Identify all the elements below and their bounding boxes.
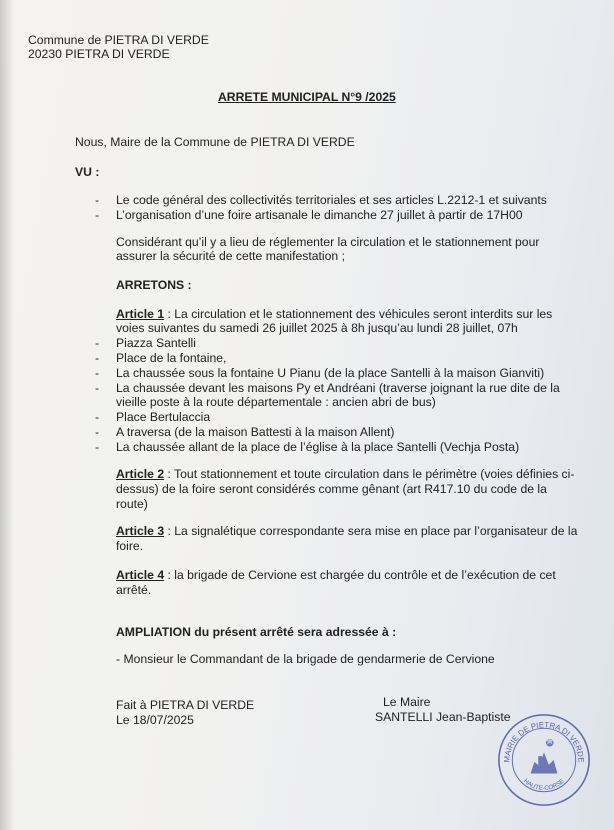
vu-label: VU : — [75, 165, 100, 179]
commune-address: 20230 PIETRA DI VERDE — [28, 47, 170, 61]
considerant-line: assurer la sécurité de cette manifestation ; — [116, 249, 345, 263]
article-4-text: : la brigade de Cervione est chargée du contrôle et de l’exécution de cet — [164, 568, 556, 582]
article-1-label: Article 1 — [116, 307, 165, 321]
article-1-line — [116, 307, 552, 321]
vu-item: Le code général des collectivités territoriales et ses articles L.2212-1 et suivants — [116, 193, 547, 207]
bullet-dash: - — [95, 193, 100, 207]
bullet-dash: - — [95, 366, 100, 380]
bullet-dash: - — [95, 381, 100, 395]
article-1-line: voies suivantes du samedi 26 juillet 2025 à 8h jusqu’au lundi 28 juillet, 07h — [116, 321, 518, 335]
bullet-dash: - — [95, 351, 100, 365]
article-4-line: arrêté. — [116, 583, 152, 597]
street-item: Piazza Santelli — [116, 336, 196, 350]
mairie-seal-stamp — [496, 712, 592, 808]
document-title: ARRETE MUNICIPAL N°9 /2025 — [218, 90, 396, 104]
article-2-line: route) — [116, 497, 148, 511]
stamp-top-text: MAIRIE DE PIETRA DI VERDE — [502, 720, 586, 763]
bullet-dash: - — [95, 208, 100, 222]
article-2-line: dessus) de la foire seront considérés comme gênant (art R417.10 du code de la — [116, 482, 547, 496]
street-item: La chaussée devant les maisons Py et Andréani (traverse joignant la rue dite de la — [116, 381, 560, 395]
article-1-text: : La circulation et le stationnement des véhicules seront interdits sur les — [164, 307, 553, 321]
considerant-line: Considérant qu’il y a lieu de réglementer la circulation et le stationnement pour — [116, 235, 540, 249]
article-3-text: : La signalétique correspondante sera mise en place par l’organisateur de la — [164, 524, 578, 538]
ampliation-recipient: - Monsieur le Commandant de la brigade de gendarmerie de Cervione — [116, 652, 495, 666]
bullet-dash: - — [95, 336, 100, 350]
signature-place: Fait à PIETRA DI VERDE — [116, 698, 255, 712]
article-4-label: Article 4 — [116, 568, 165, 582]
street-item: La chaussée sous la fontaine U Pianu (de la place Santelli à la maison Gianviti) — [116, 366, 545, 380]
signature-role: Le Maire — [383, 695, 431, 709]
bullet-dash: - — [95, 410, 100, 424]
article-2-text: : Tout stationnement et toute circulation dans le périmètre (voies définies ci- — [164, 467, 575, 481]
article-4-line — [116, 568, 556, 582]
stamp-bottom-text: HAUTE-CORSE — [522, 777, 566, 793]
stamp-emblem — [531, 737, 558, 773]
article-3-label: Article 3 — [116, 524, 165, 538]
arretons-heading: ARRETONS : — [116, 278, 192, 292]
street-item-continued: vieille poste à la route départementale : ancien abri de bus) — [116, 395, 436, 409]
bullet-dash: - — [95, 425, 100, 439]
article-3-line: foire. — [116, 539, 144, 553]
bullet-dash: - — [95, 440, 100, 454]
street-item: La chaussée allant de la place de l’église à la place Santelli (Vechja Posta) — [116, 440, 520, 454]
signature-date: Le 18/07/2025 — [116, 713, 194, 727]
vu-item: L’organisation d’une foire artisanale le dimanche 27 juillet à partir de 17H00 — [116, 208, 523, 222]
commune-name: Commune de PIETRA DI VERDE — [28, 33, 209, 47]
article-3-line — [116, 524, 577, 538]
street-item: Place Bertulaccia — [116, 410, 211, 424]
article-2-line — [116, 467, 574, 481]
article-2-label: Article 2 — [116, 467, 165, 481]
page-edge-shadow — [0, 0, 14, 830]
street-item: A traversa (de la maison Battesti à la maison Allent) — [116, 425, 395, 439]
signature-name: SANTELLI Jean-Baptiste — [375, 710, 511, 724]
intro-line: Nous, Maire de la Commune de PIETRA DI VERDE — [75, 135, 355, 149]
ampliation-heading: AMPLIATION du présent arrêté sera adressée à : — [116, 625, 397, 639]
street-item: Place de la fontaine, — [116, 351, 227, 365]
